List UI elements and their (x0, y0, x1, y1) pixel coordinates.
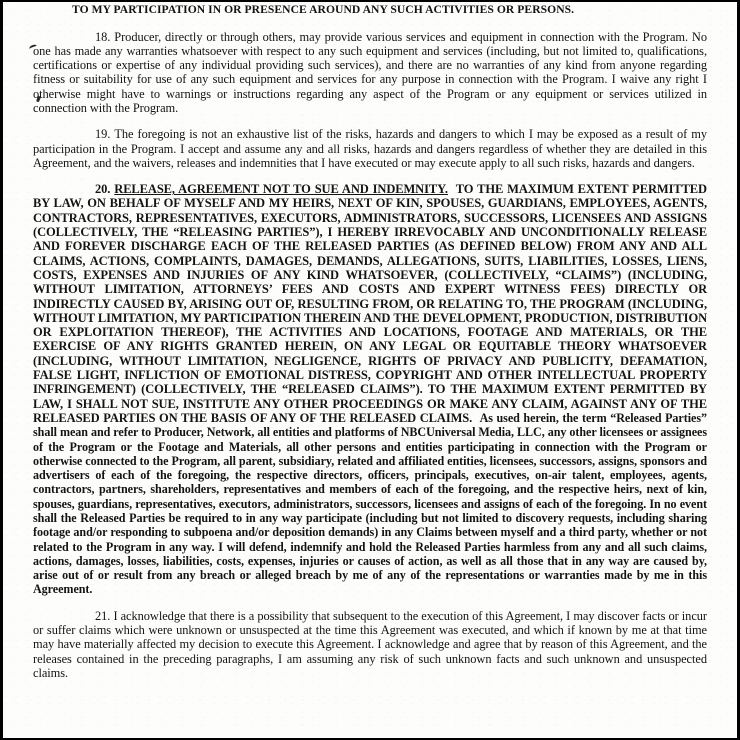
document-content (33, 3, 707, 680)
paragraph-19 (33, 127, 707, 170)
paragraph-20 (33, 182, 707, 597)
paragraph-19-number: 19. (95, 127, 111, 142)
paragraph-18-text: Producer, directly or through others, may provide various services and equipment in connection with the Program. No one has made any warranties whatsoever with respect to any such equipment and services (including, but not limited to, qualifications, certifications or expertise of any individual providing such services), and there are no warranties of any kind from anyone regarding fitness or suitability for use of any such equipment and services for any purpose in connection with the Program. I waive any right I otherwise might have to warnings or instructions regarding any aspect of the Program or any equipment or services utilized in connection with the Program. (33, 29, 707, 115)
continuation-sentence-line: TO MY PARTICIPATION IN OR PRESENCE AROUND ANY SUCH ACTIVITIES OR PERSONS. (72, 3, 575, 16)
scan-edge-left (0, 0, 3, 740)
paragraph-21-text: I acknowledge that there is a possibility that subsequent to the execution of this Agreement, I may discover facts or incur or suffer claims which were unknown or unsuspected at the time this Agreement was executed, and which if known by me at that time may have materially affected my decision to execute this Agreement. I acknowledge and agree that by reason of this Agreement, and the releases contained in the preceding paragraphs, I am assuming any risk of such unknown facts and such unknown and unsuspected claims. (33, 608, 707, 680)
paragraph-18-number: 18. (95, 29, 111, 44)
paragraph-20-release-caps-text: TO THE MAXIMUM EXTENT PERMITTED BY LAW, ON BEHALF OF MYSELF AND MY HEIRS, NEXT OF KIN, SPOUSES, GUARDIANS, EMPLOYEES, AGENTS, CONTRACTORS, REPRESENTATIVES, EXECUTORS, ADMINISTRATORS, SUCCESSORS, LICENSEES AND ASSIGNS (COLLECTIVELY, THE “RELEASING PARTIES”), I HEREBY IRREVOCABLY AND UNCONDITIONALLY RELEASE AND FOREVER DISCHARGE EACH OF THE RELEASED PARTIES (AS DEFINED BELOW) FROM ANY AND ALL CLAIMS, ACTIONS, COMPLAINTS, DAMAGES, DEMANDS, ALLEGATIONS, SUITS, LIABILITIES, LOSSES, LIENS, COSTS, EXPENSES AND INJURIES OF ANY KIND WHATSOEVER, (COLLECTIVELY, “CLAIMS”) (INCLUDING, WITHOUT LIMITATION, ATTORNEYS’ FEES AND COSTS AND EXPERT WITNESS FEES) DIRECTLY OR INDIRECTLY CAUSED BY, ARISING OUT OF, RESULTING FROM, OR RELATING TO, THE PROGRAM (INCLUDING, WITHOUT LIMITATION, MY PARTICIPATION THEREIN AND THE DEVELOPMENT, PRODUCTION, DISTRIBUTION OR EXPLOITATION THEREOF), THE ACTIVITIES AND LOCATIONS, FOOTAGE AND MATERIALS, OR THE EXERCISE OF ANY RIGHTS GRANTED HEREIN, ON ANY LEGAL OR EQUITABLE THEORY WHATSOEVER (INCLUDING, WITHOUT LIMITATION, NEGLIGENCE, RIGHTS OF PRIVACY AND PUBLICITY, DEFAMATION, FALSE LIGHT, INFLICTION OF EMOTIONAL DISTRESS, COPYRIGHT AND OTHER INTELLECTUAL PROPERTY INFRINGEMENT) (COLLECTIVELY, THE “RELEASED CLAIMS”). TO THE MAXIMUM EXTENT PERMITTED BY LAW, I SHALL NOT SUE, INSTITUTE ANY OTHER PROCEEDINGS OR MAKE ANY CLAIM, AGAINST ANY OF THE RELEASED PARTIES ON THE BASIS OF ANY OF THE RELEASED CLAIMS. (33, 182, 707, 425)
paragraph-19-text: The foregoing is not an exhaustive list of the risks, hazards and dangers to which I may be exposed as a result of my participation in the Program. I accept and assume any and all risks, hazards and dangers regardless of whether they are detailed in this Agreement, and the waivers, releases and indemnities that I have executed or may execute apply to all such risks, hazards and dangers. (33, 127, 707, 170)
paragraph-20-heading: RELEASE, AGREEMENT NOT TO SUE AND INDEMNITY. (114, 182, 448, 197)
scan-edge-top (0, 0, 740, 2)
paragraph-21-number: 21. (95, 608, 111, 623)
paragraph-20-released-parties-definition-text: As used herein, the term “Released Parties” shall mean and refer to Producer, Network, all entities and platforms of NBCUniversal Media, LLC, any other licensees or assignees of the Program or the Footage and Materials, all other persons and entities participating in connection with the Program or otherwise connected to the Program, all parent, subsidiary, related and affiliated entities, licensees, successors, assigns, sponsors and advertisers of each of the foregoing, the respective directors, officers, principals, executives, on-air talent, employees, agents, contractors, partners, shareholders, representatives and members of each of the foregoing, and the respective heirs, next of kin, spouses, guardians, representatives, executors, administrators, successors, licensees and assigns of each of the foregoing. In no event shall the Released Parties be required to in any way participate (including but not limited to discovery requests, including sharing footage and/or responding to subpoena and/or deposition demands) in any Claims between myself and a third party, whether or not related to the Program in any way. I will defend, indemnify and hold the Released Parties harmless from any and all such claims, actions, damages, losses, liabilities, costs, expenses, injuries or causes of action, as well as all those that in any way are caused by, arise out of or result from any breach or alleged breach by me of any of the representations or warranties made by me in this Agreement. (33, 410, 708, 597)
paragraph-18 (33, 30, 707, 116)
paragraph-20-number: 20. (95, 182, 111, 197)
paragraph-21 (33, 609, 707, 680)
